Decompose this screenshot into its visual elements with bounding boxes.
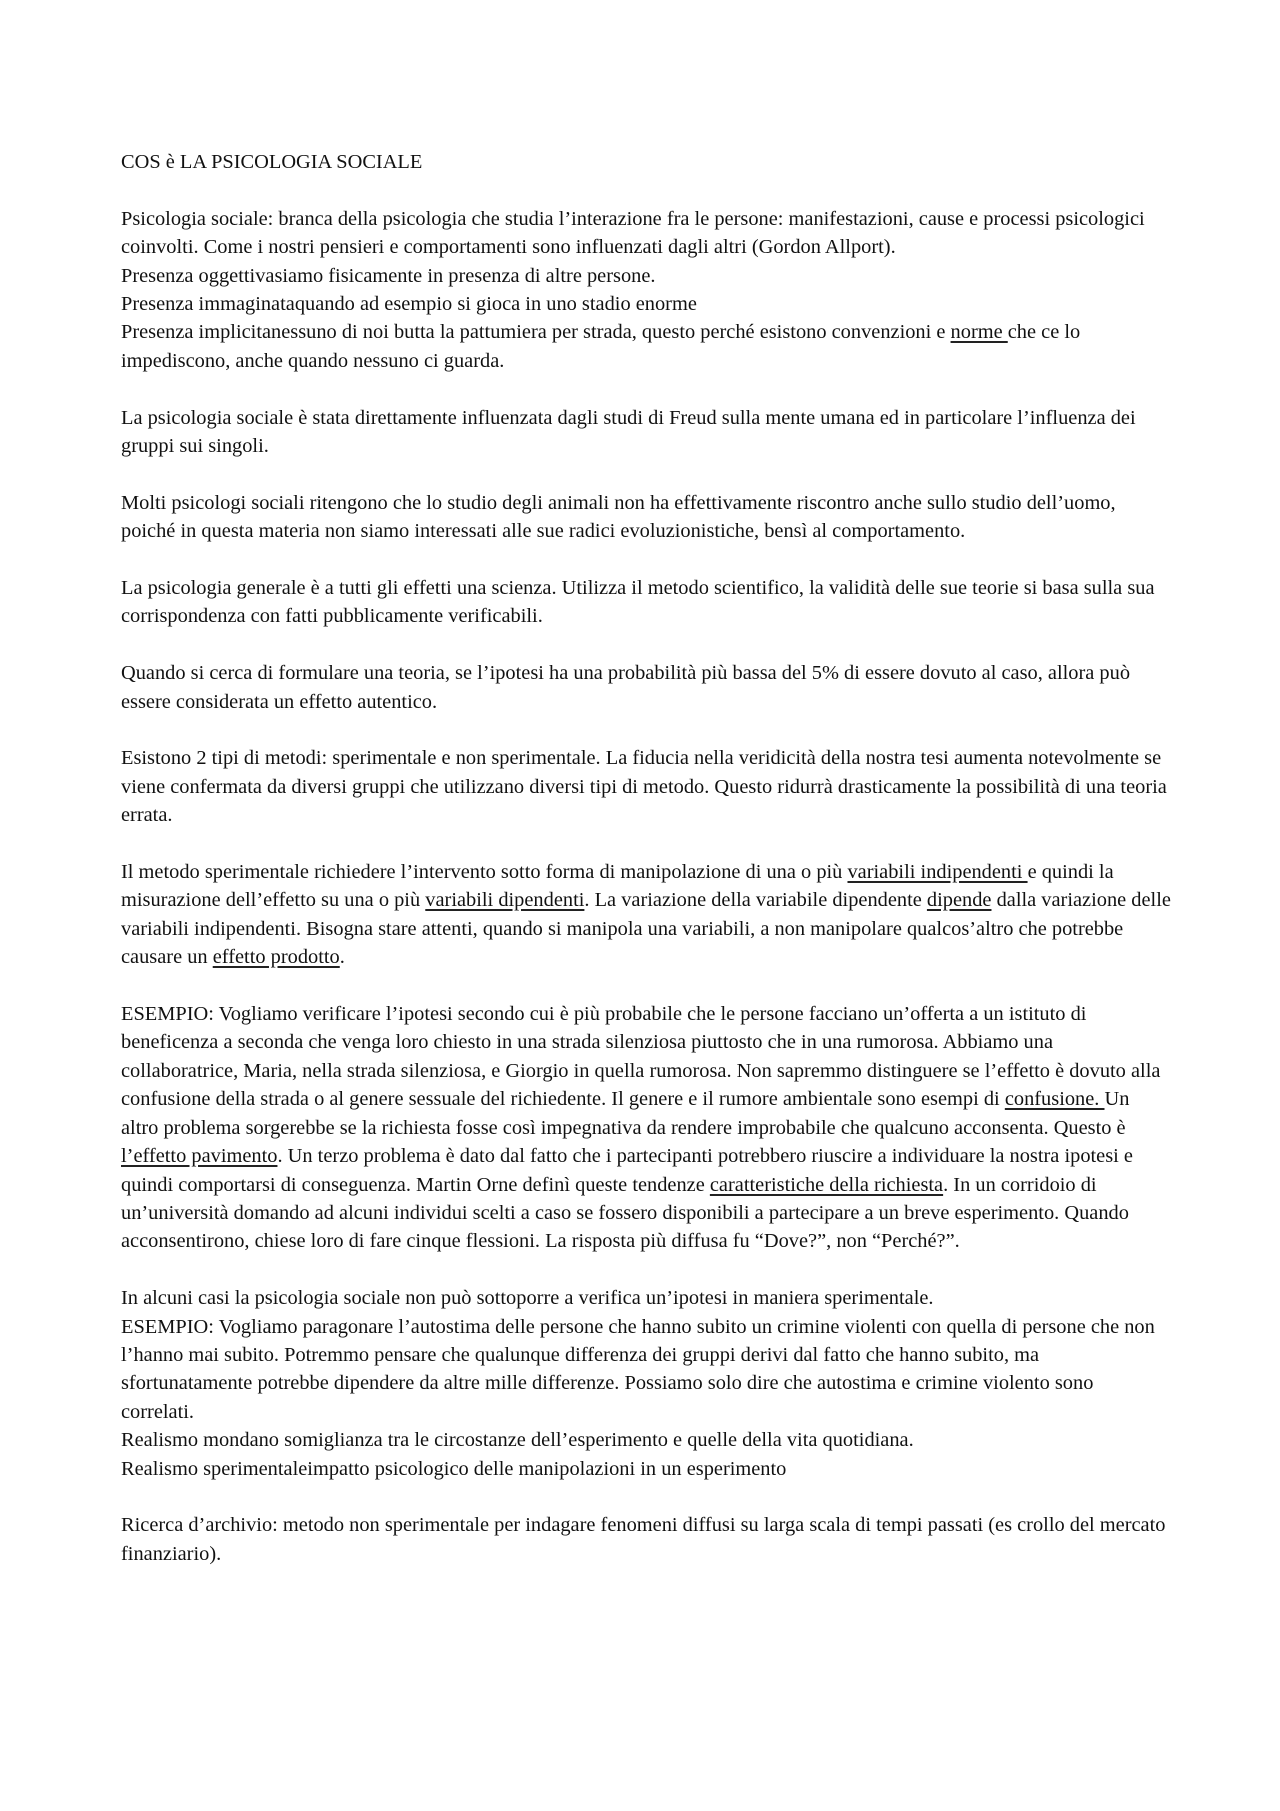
document-page bbox=[121, 148, 1171, 1597]
text: . bbox=[339, 946, 345, 969]
presence-objective: Presenza oggettivasiamo fisicamente in presenza di altre persone. bbox=[121, 264, 656, 287]
text: . Un terzo problema è dato dal fatto che i partecipanti potrebbero riuscire a individuare la nostra ipotesi e quindi comportarsi di conseguenza. Martin Orne definì queste tendenze bbox=[121, 1145, 1133, 1196]
paragraph-non-experimental bbox=[121, 1284, 1171, 1483]
realism-experimental: Realismo sperimentaleimpatto psicologico delle manipolazioni in un esperimento bbox=[121, 1457, 787, 1480]
underlined-effetto-pavimento: l’effetto pavimento bbox=[121, 1145, 278, 1168]
document-title: COS è LA PSICOLOGIA SOCIALE bbox=[121, 151, 423, 173]
presence-implicit-text: Presenza implicitanessuno di noi butta la pattumiera per strada, questo perché esistono convenzioni e bbox=[121, 321, 951, 344]
paragraph-definition bbox=[121, 205, 1171, 375]
presence-imagined: Presenza immaginataquando ad esempio si gioca in uno stadio enorme bbox=[121, 293, 697, 316]
paragraph-experimental-method bbox=[121, 858, 1171, 972]
text: . La variazione della variabile dipendente bbox=[584, 889, 927, 912]
definition-text: Psicologia sociale: branca della psicologia che studia l’interazione fra le persone: manifestazioni, cause e processi psicologici coinvolti. Come i nostri pensieri e comportamenti sono influenzati dagli altri (Gordon Allport). bbox=[121, 207, 1145, 259]
underlined-variabili-indipendenti: variabili indipendenti bbox=[847, 861, 1028, 884]
text: Un altro problema sorgerebbe se la richiesta fosse così impegnativa da rendere improbabile che qualcuno acconsenta. Questo è bbox=[121, 1088, 1130, 1139]
paragraph-animals: Molti psicologi sociali ritengono che lo studio degli animali non ha effettivamente riscontro anche sullo studio dell’uomo, poiché in questa materia non siamo interessati alle sue radici evoluzionistiche, bensì al comportamento. bbox=[121, 491, 1116, 543]
text: ESEMPIO: Vogliamo verificare l’ipotesi secondo cui è più probabile che le persone facciano un’offerta a un istituto di beneficenza a seconda che venga loro chiesto in una strada silenziosa piuttosto che in una rumorosa. Abbiamo una collaboratrice, Maria, nella strada silenziosa, e Giorgio in quella rumorosa. Non sapremmo distinguere se l’effetto è dovuto alla confusione della strada o al genere sessuale del richiedente. Il genere e il rumore ambientale sono esempi di bbox=[121, 1003, 1161, 1111]
paragraph-example-charity bbox=[121, 1000, 1171, 1256]
underlined-caratteristiche-richiesta: caratteristiche della richiesta bbox=[709, 1173, 944, 1196]
text: dalla variazione delle variabili indipendenti. Bisogna stare attenti, quando si manipola una variabili, a non manipolare qualcos’altro che potrebbe causare un bbox=[121, 889, 1171, 969]
underlined-variabili-dipendenti: variabili dipendenti bbox=[425, 889, 585, 912]
non-experimental-intro: In alcuni casi la psicologia sociale non può sottoporre a verifica un’ipotesi in maniera sperimentale. bbox=[121, 1287, 934, 1310]
underlined-dipende: dipende bbox=[926, 889, 992, 912]
example-self-esteem: ESEMPIO: Vogliamo paragonare l’autostima delle persone che hanno subito un crimine violenti con quella di persone che non l’hanno mai subito. Potremmo pensare che qualunque differenza dei gruppi derivi dal fatto che hanno subito, ma sfortunatamente potrebbe dipendere da altre mille differenze. Possiamo solo dire che autostima e crimine violento sono correlati. bbox=[121, 1315, 1155, 1423]
underlined-effetto-prodotto: effetto prodotto bbox=[212, 946, 340, 969]
underlined-norme: norme bbox=[950, 321, 1008, 344]
paragraph-methods: Esistono 2 tipi di metodi: sperimentale e non sperimentale. La fiducia nella veridicità della nostra tesi aumenta notevolmente se viene confermata da diversi gruppi che utilizzano diversi tipi di metodo. Questo ridurrà drasticamente la possibilità di una teoria errata. bbox=[121, 747, 1167, 827]
realism-mundane: Realismo mondano somiglianza tra le circostanze dell’esperimento e quelle della vita quotidiana. bbox=[121, 1429, 914, 1452]
presence-implicit-text-end: che ce lo impediscono, anche quando nessuno ci guarda. bbox=[121, 321, 1081, 372]
text: Il metodo sperimentale richiedere l’intervento sotto forma di manipolazione di una o più bbox=[121, 861, 848, 884]
paragraph-freud: La psicologia sociale è stata direttamente influenzata dagli studi di Freud sulla mente umana ed in particolare l’influenza dei gruppi sui singoli. bbox=[121, 406, 1136, 458]
paragraph-archive-research: Ricerca d’archivio: metodo non sperimentale per indagare fenomeni diffusi su larga scala di tempi passati (es crollo del mercato finanziario). bbox=[121, 1514, 1166, 1565]
text: . In un corridoio di un’università domando ad alcuni individui scelti a caso se fossero disponibili a partecipare a un breve esperimento. Quando acconsentirono, chiese loro di fare cinque flessioni. La risposta più diffusa fu “Dove?”, non “Perché?”. bbox=[121, 1173, 1129, 1253]
paragraph-science: La psicologia generale è a tutti gli effetti una scienza. Utilizza il metodo scientifico, la validità delle sue teorie si basa sulla sua corrispondenza con fatti pubblicamente verificabili. bbox=[121, 577, 1155, 628]
paragraph-theory: Quando si cerca di formulare una teoria, se l’ipotesi ha una probabilità più bassa del 5% di essere dovuto al caso, allora può essere considerata un effetto autentico. bbox=[121, 662, 1131, 713]
text: e quindi la misurazione dell’effetto su una o più bbox=[121, 861, 1114, 912]
underlined-confusione: confusione. bbox=[1004, 1088, 1105, 1111]
presence-implicit bbox=[121, 318, 1171, 375]
